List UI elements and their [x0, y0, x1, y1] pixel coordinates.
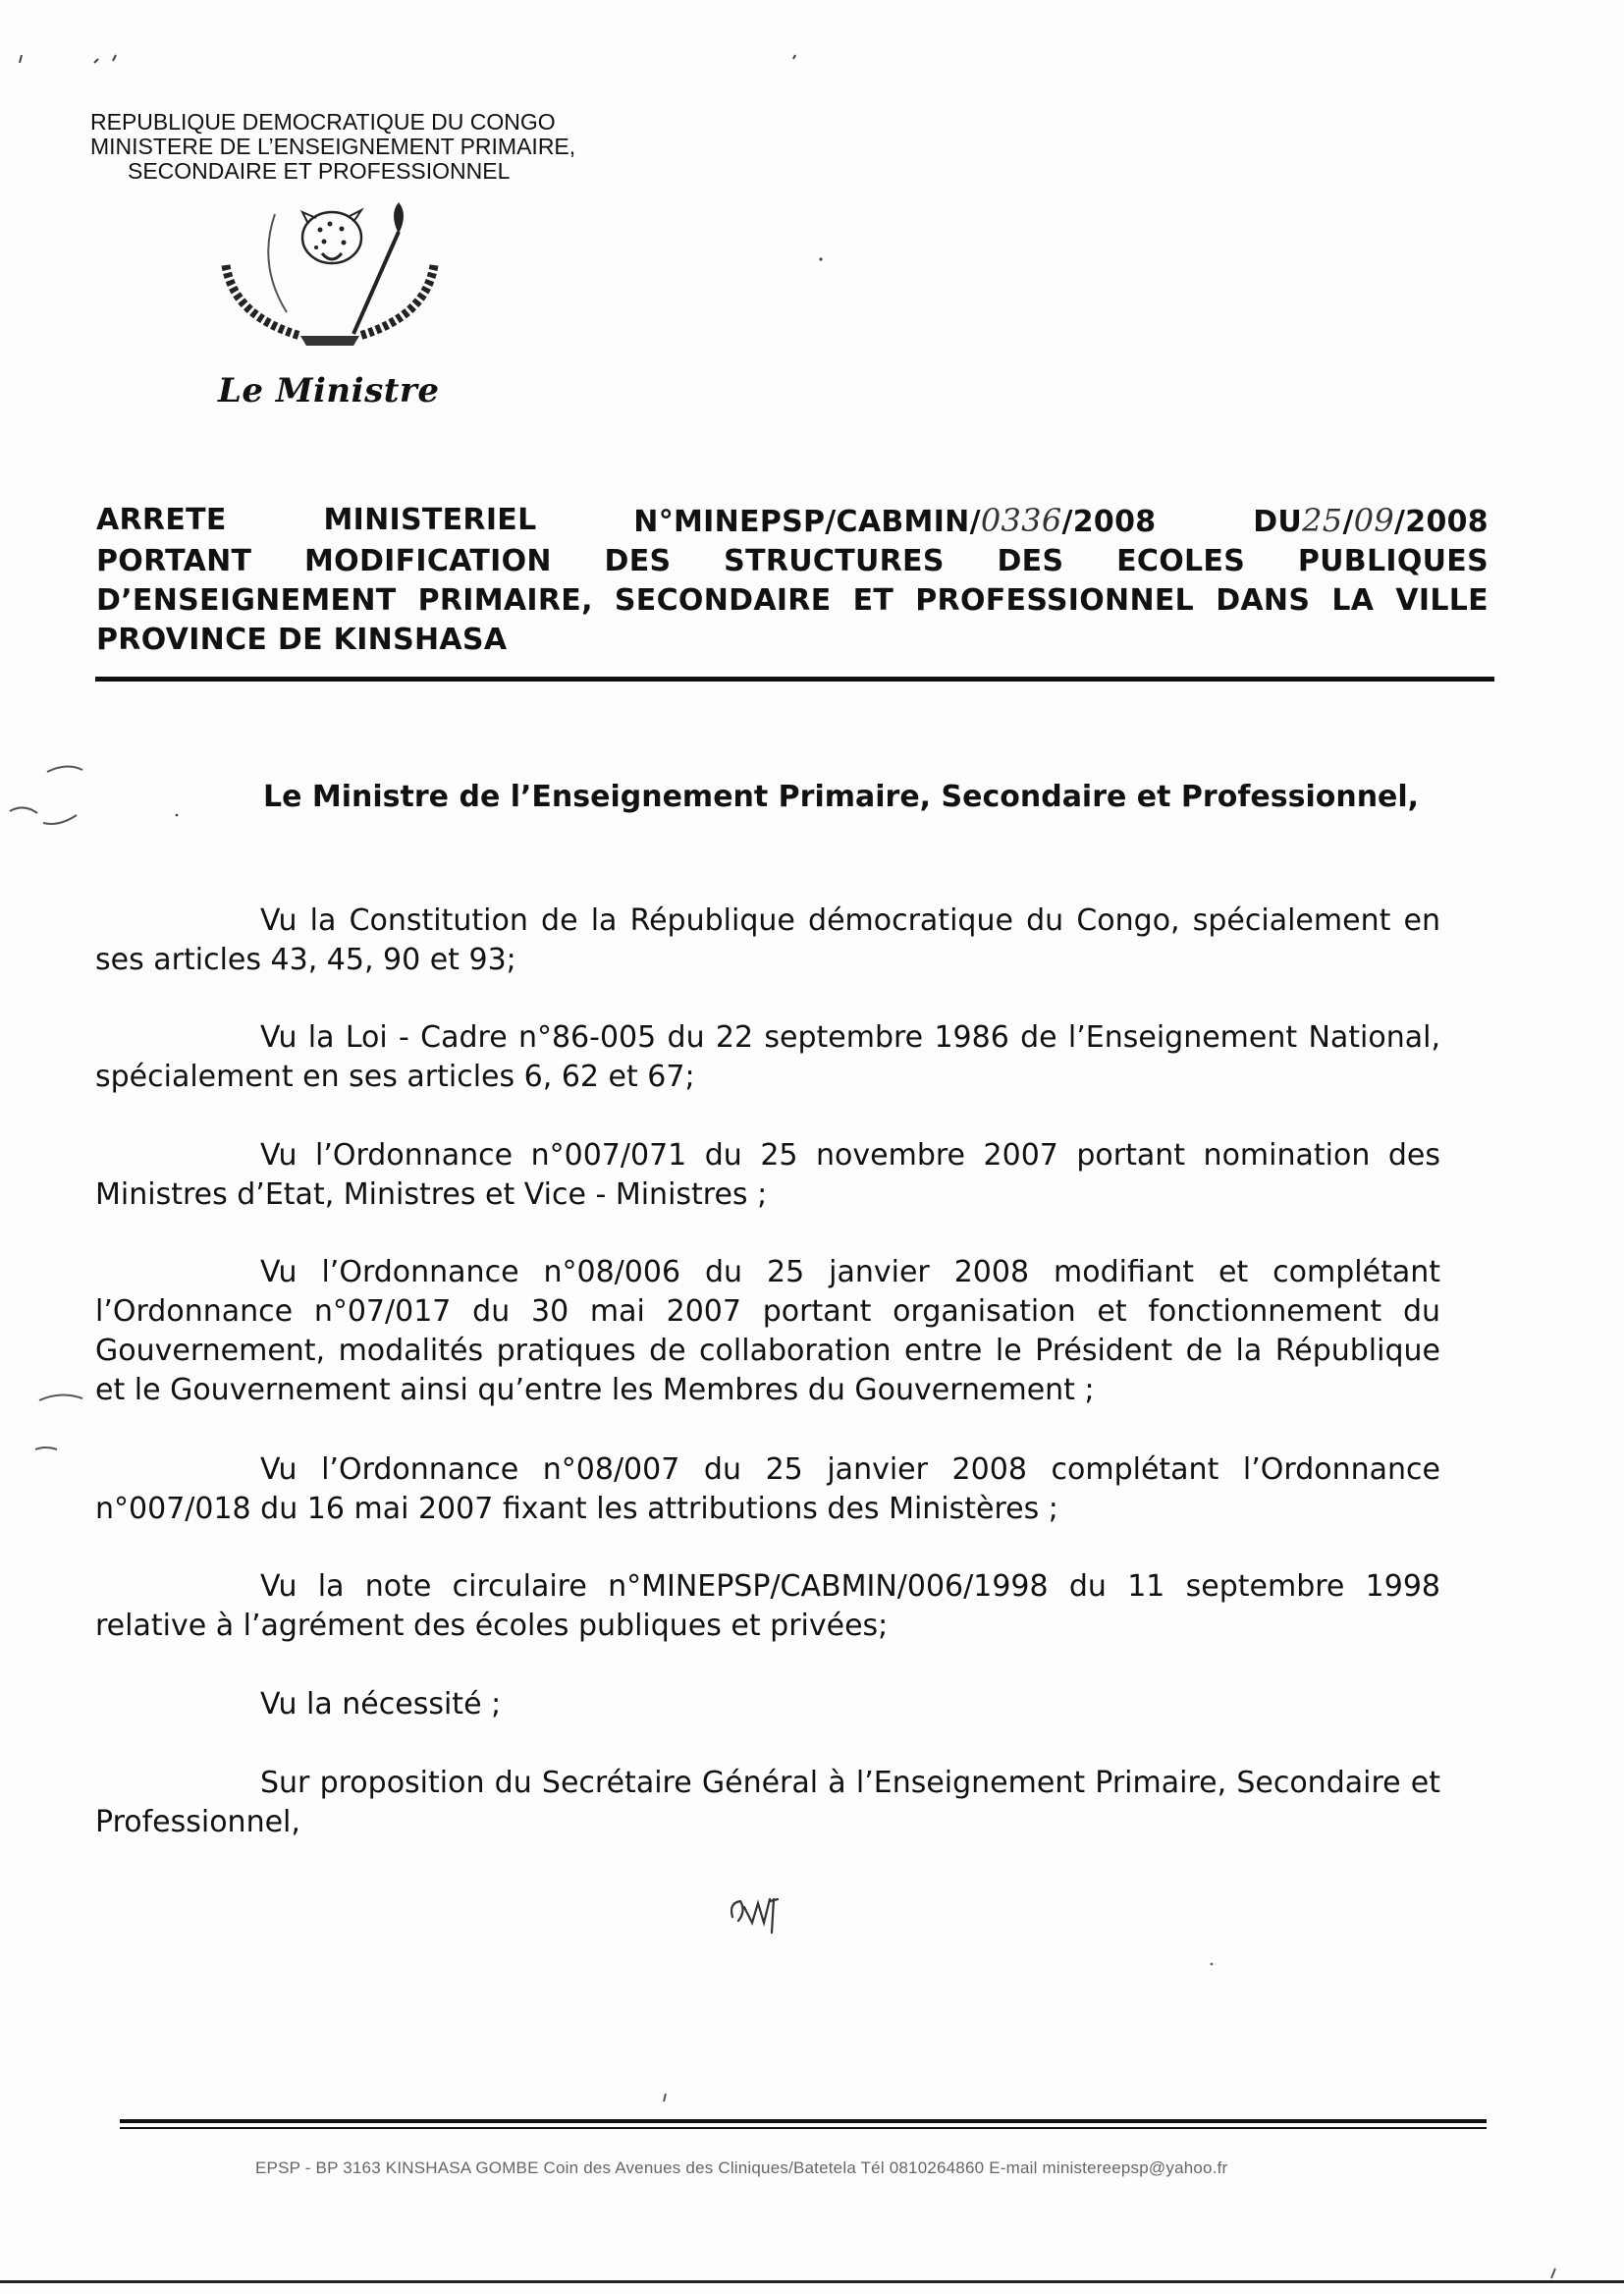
footer-address: EPSP - BP 3163 KINSHASA GOMBE Coin des Avenues des Cliniques/Batetela Tél 0810264860 E-mail ministereepsp@yahoo.fr: [255, 2158, 1228, 2177]
letterhead-ministry: MINISTERE DE L’ENSEIGNEMENT PRIMAIRE,: [90, 134, 576, 159]
title-word: DES: [604, 544, 672, 578]
considerant-paragraph: Vu la Loi - Cadre n°86-005 du 22 septembre 1986 de l’Enseignement National, spécialement en ses articles 6, 62 et 67;: [95, 1020, 1440, 1094]
handwritten-reference-number: 0336: [980, 502, 1062, 539]
title-underline-divider: [95, 677, 1494, 682]
letterhead-ministry-continued: SECONDAIRE ET PROFESSIONNEL: [128, 158, 511, 184]
title-word: DANS: [1216, 583, 1311, 618]
title-word: DES: [997, 544, 1064, 578]
title-word: ARRETE: [96, 503, 227, 537]
title-word: MINISTERIEL: [323, 503, 537, 537]
decree-reference: [633, 501, 1156, 542]
decree-title-line: [96, 581, 1489, 621]
ministre-intro-heading: Le Ministre de l’Enseignement Primaire, Secondaire et Professionnel,: [263, 780, 1420, 814]
ministre-signature-title: Le Ministre: [218, 371, 440, 410]
handwritten-month: 09: [1353, 502, 1395, 539]
title-word: PORTANT: [96, 544, 252, 578]
title-word: ET: [852, 583, 894, 618]
footer-divider-thin: [120, 2127, 1487, 2129]
letterhead-country: REPUBLIQUE DEMOCRATIQUE DU CONGO: [90, 109, 556, 135]
title-word: PUBLIQUES: [1297, 544, 1489, 578]
considerants-list: [95, 901, 1440, 1842]
date-separator: /: [1342, 505, 1354, 539]
date-year: /2008: [1394, 505, 1489, 539]
considerant-paragraph: Vu l’Ordonnance n°08/006 du 25 janvier 2008 modifiant et complétant l’Ordonnance n°07/017 du 30 mai 2007 portant organisation et fonctionnement du Gouvernement, modalités pratiques de collaboration entre le Président de la République et le Gouvernement ainsi qu’entre les Membres du Gouvernement ;: [95, 1255, 1440, 1407]
coat-of-arms-icon: [206, 196, 452, 354]
decree-title-line: [96, 621, 1489, 660]
reference-year: /2008: [1061, 505, 1157, 539]
letterhead: [90, 110, 640, 184]
date-prefix: DU: [1253, 505, 1303, 539]
considerant-paragraph: Sur proposition du Secrétaire Général à l’Enseignement Primaire, Secondaire et Professionnel,: [95, 1766, 1440, 1839]
footer-divider: [120, 2119, 1487, 2123]
considerant-paragraph: Vu l’Ordonnance n°08/007 du 25 janvier 2008 complétant l’Ordonnance n°007/018 du 16 mai 2007 fixant les attributions des Ministères ;: [95, 1452, 1440, 1526]
decree-date: [1253, 501, 1489, 542]
handwritten-day: 25: [1302, 502, 1343, 539]
title-word: STRUCTURES: [724, 544, 945, 578]
title-word: PRIMAIRE,: [417, 583, 593, 618]
title-word: ECOLES: [1116, 544, 1246, 578]
handwritten-initials-icon: [727, 1887, 795, 1937]
title-word: LA: [1331, 583, 1375, 618]
considerant-paragraph: Vu la note circulaire n°MINEPSP/CABMIN/006/1998 du 11 septembre 1998 relative à l’agrément des écoles publiques et privées;: [95, 1569, 1440, 1643]
title-word: VILLE: [1395, 583, 1489, 618]
decree-title-line: [96, 542, 1489, 581]
title-word: D’ENSEIGNEMENT: [96, 583, 397, 618]
title-word: MODIFICATION: [304, 544, 552, 578]
title-province: PROVINCE DE KINSHASA: [96, 623, 508, 657]
considerant-paragraph: Vu la Constitution de la République démocratique du Congo, spécialement en ses articles 43, 45, 90 et 93;: [95, 903, 1440, 977]
considerant-paragraph: Vu l’Ordonnance n°007/071 du 25 novembre 2007 portant nomination des Ministres d’Etat, Ministres et Vice - Ministres ;: [95, 1138, 1440, 1212]
reference-prefix: N°MINEPSP/CABMIN/: [633, 505, 981, 539]
decree-title: [96, 501, 1489, 660]
decree-title-line: [96, 501, 1489, 542]
scan-bottom-edge: [0, 2280, 1624, 2283]
title-word: PROFESSIONNEL: [915, 583, 1195, 618]
title-word: SECONDAIRE: [614, 583, 832, 618]
considerant-paragraph: Vu la nécessité ;: [260, 1687, 502, 1721]
